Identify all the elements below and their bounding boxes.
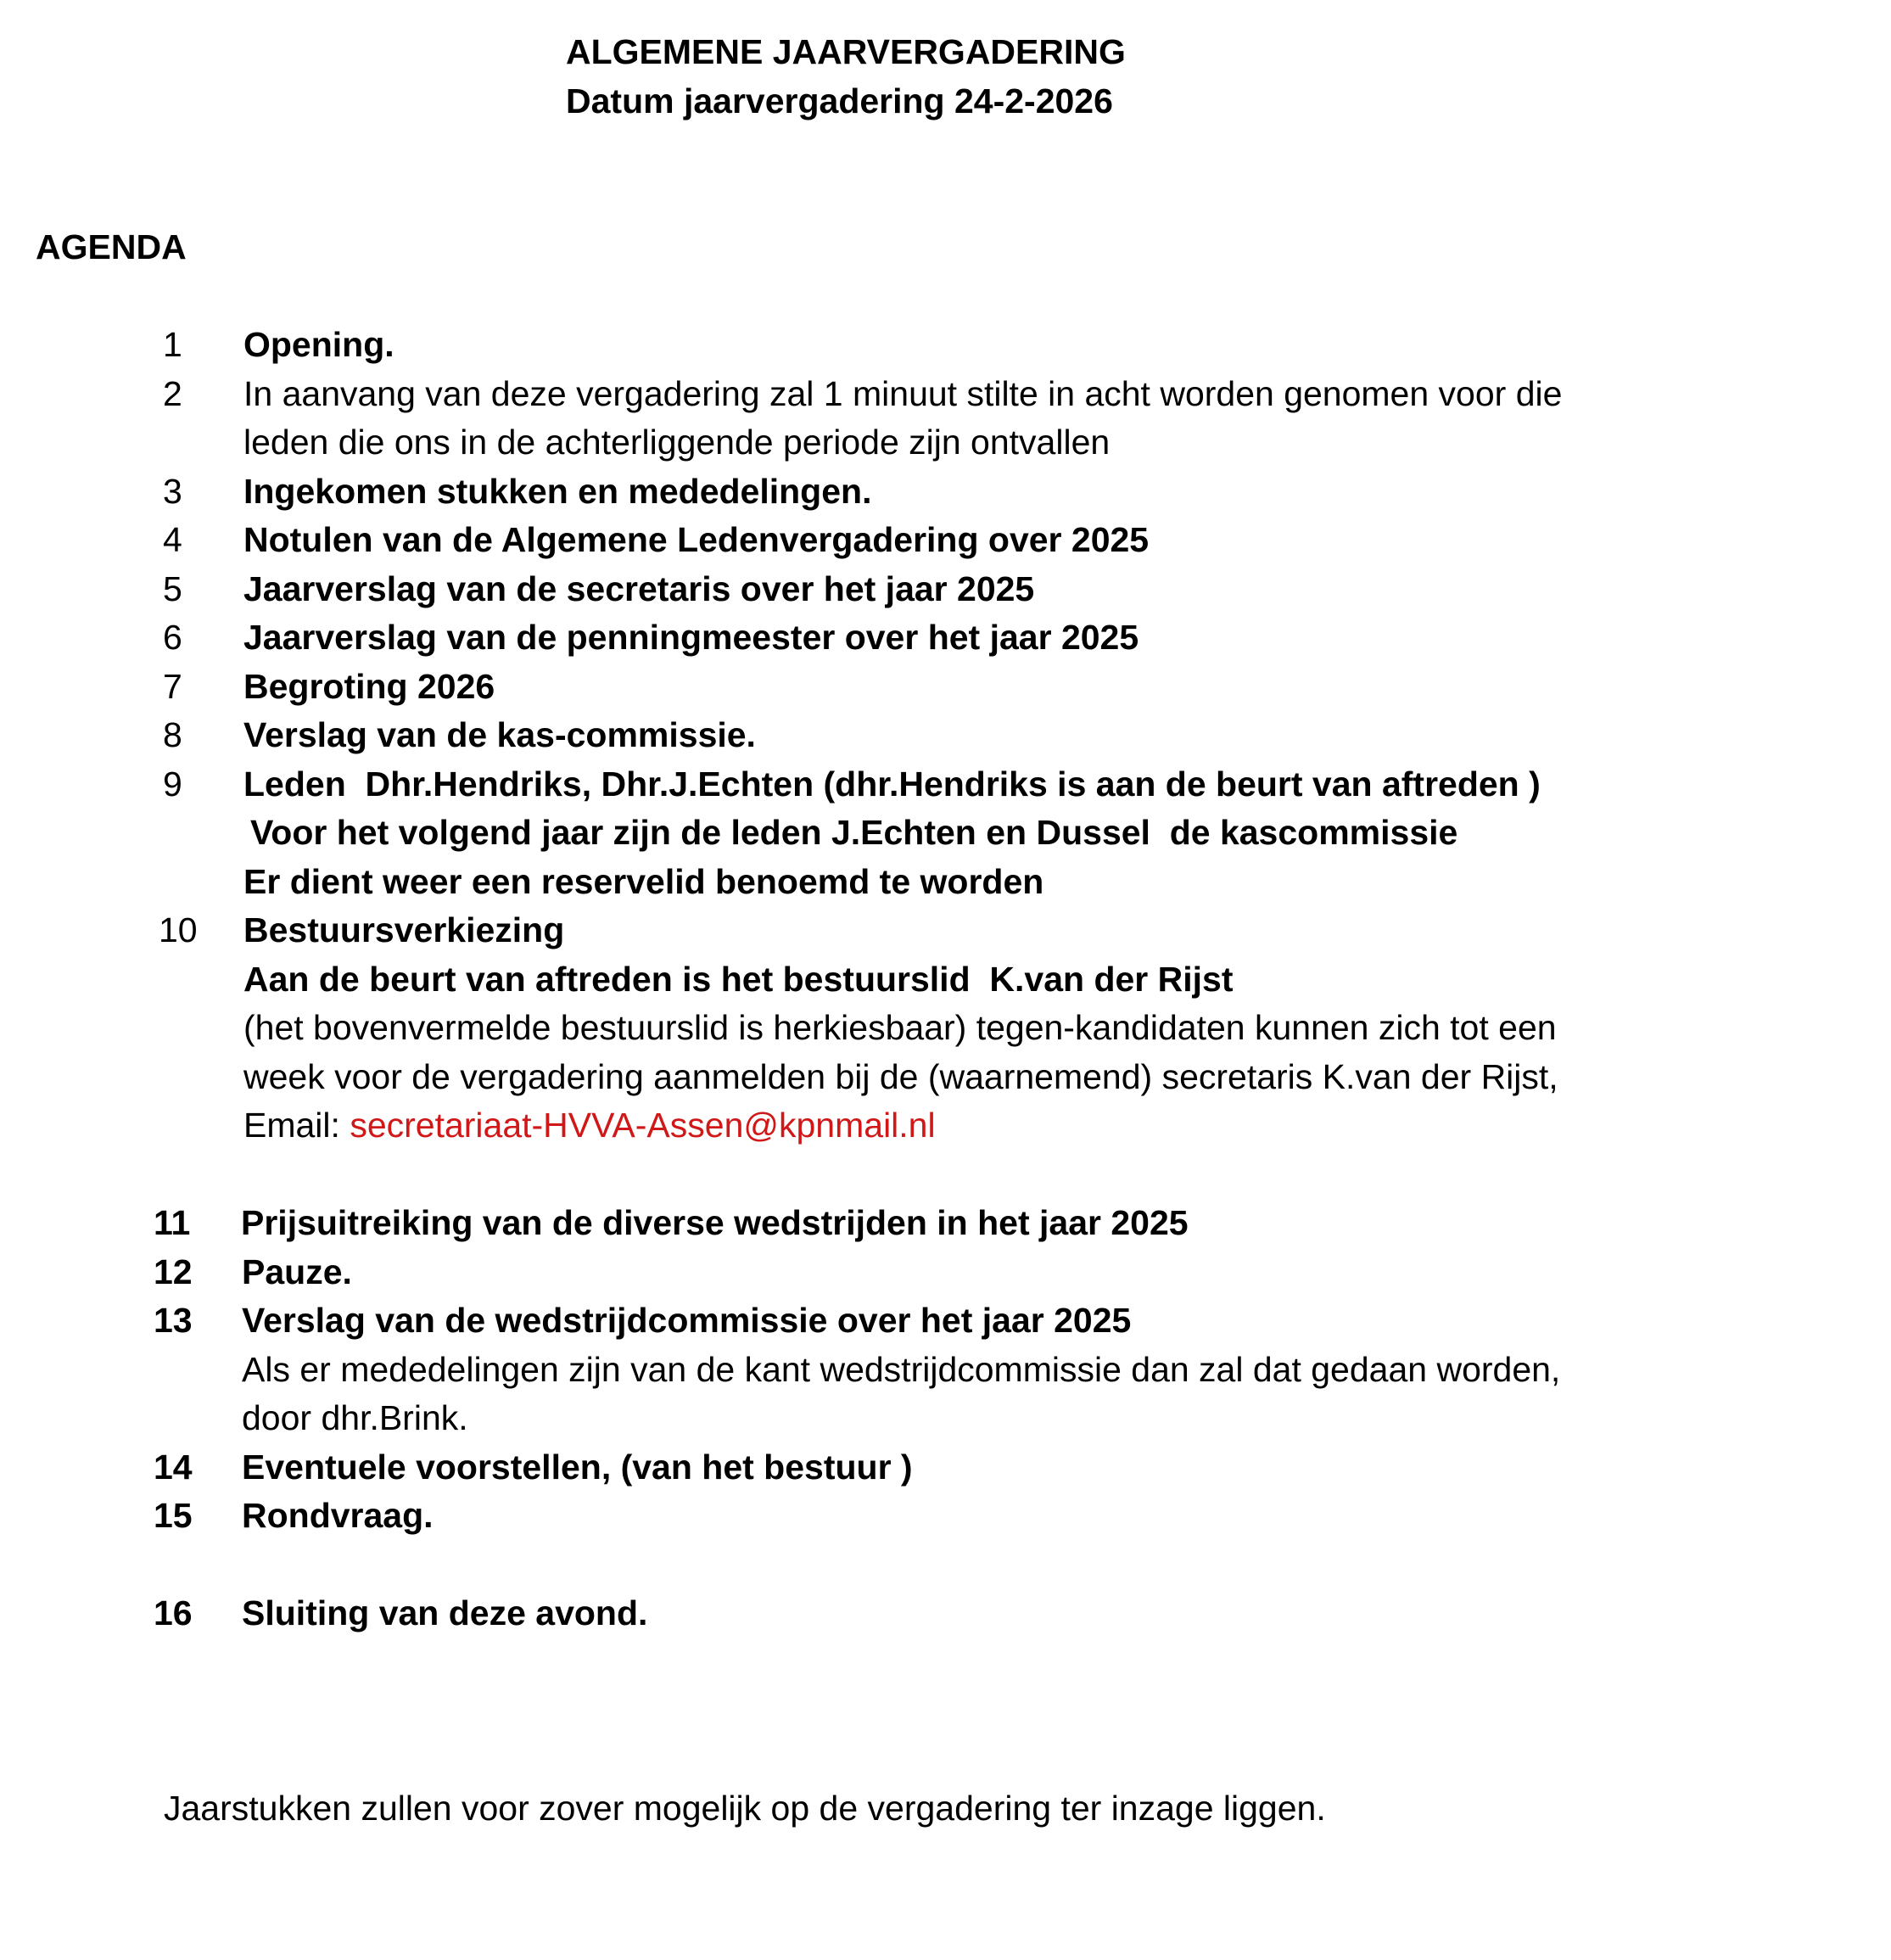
item-number: 1 (163, 325, 182, 364)
email-line (243, 1101, 936, 1151)
agenda-heading: AGENDA (36, 227, 187, 266)
item-text: Sluiting van deze avond. (242, 1593, 648, 1632)
item-text: Opening. (243, 325, 394, 364)
item-number: 3 (163, 471, 182, 511)
item-text: Leden Dhr.Hendriks, Dhr.J.Echten (dhr.Hendriks is aan de beurt van aftreden ) (243, 764, 1541, 804)
item-text: Begroting 2026 (243, 666, 495, 706)
item-number: 9 (163, 764, 182, 804)
item-text-continued: Als er mededelingen zijn van de kant wedstrijdcommissie dan zal dat gedaan worden, (242, 1349, 1561, 1389)
item-text: In aanvang van deze vergadering zal 1 minuut stilte in acht worden genomen voor die (243, 373, 1563, 413)
item-number: 7 (163, 666, 182, 706)
item-number: 2 (163, 373, 182, 413)
item-number: 4 (163, 520, 182, 559)
item-text: Verslag van de kas-commissie. (243, 715, 756, 754)
item-number: 12 (154, 1252, 193, 1291)
item-text-continued: week voor de vergadering aanmelden bij de (waarnemend) secretaris K.van der Rijst, (243, 1056, 1558, 1096)
item-number: 6 (163, 618, 182, 657)
item-text: Prijsuitreiking van de diverse wedstrijden in het jaar 2025 (241, 1203, 1189, 1242)
item-text: Notulen van de Algemene Ledenvergadering over 2025 (243, 520, 1150, 559)
item-text-continued: Er dient weer een reservelid benoemd te worden (243, 861, 1044, 901)
document-title: ALGEMENE JAARVERGADERING (566, 32, 1126, 71)
item-text-continued: door dhr.Brink. (242, 1398, 468, 1437)
item-text-continued: (het bovenvermelde bestuurslid is herkiesbaar) tegen-kandidaten kunnen zich tot een (243, 1008, 1557, 1047)
item-number: 10 (159, 910, 198, 949)
item-text: Verslag van de wedstrijdcommissie over het jaar 2025 (242, 1301, 1132, 1340)
item-number: 15 (154, 1496, 193, 1535)
email-label: Email: (243, 1106, 350, 1145)
item-text-continued: leden die ons in de achterliggende periode zijn ontvallen (243, 423, 1111, 462)
item-text: Ingekomen stukken en mededelingen. (243, 471, 872, 511)
item-number: 5 (163, 568, 182, 608)
meeting-date: Datum jaarvergadering 24-2-2026 (566, 81, 1113, 120)
email-link[interactable]: secretariaat-HVVA-Assen@kpnmail.nl (350, 1106, 936, 1145)
item-number: 8 (163, 715, 182, 754)
item-text: Pauze. (242, 1252, 352, 1291)
item-number: 11 (154, 1203, 191, 1242)
item-text-continued: Aan de beurt van aftreden is het bestuurslid K.van der Rijst (243, 959, 1234, 999)
item-number: 16 (154, 1593, 193, 1632)
item-text: Jaarverslag van de secretaris over het jaar 2025 (243, 568, 1035, 608)
item-number: 13 (154, 1301, 193, 1340)
item-text: Jaarverslag van de penningmeester over het jaar 2025 (243, 618, 1139, 657)
item-text: Bestuursverkiezing (243, 910, 565, 949)
item-number: 14 (154, 1447, 193, 1487)
item-text: Eventuele voorstellen, (van het bestuur ) (242, 1447, 913, 1487)
item-text: Rondvraag. (242, 1496, 434, 1535)
footer-note: Jaarstukken zullen voor zover mogelijk op de vergadering ter inzage liggen. (164, 1789, 1326, 1828)
item-text-continued: Voor het volgend jaar zijn de leden J.Echten en Dussel de kascommissie (250, 813, 1458, 852)
